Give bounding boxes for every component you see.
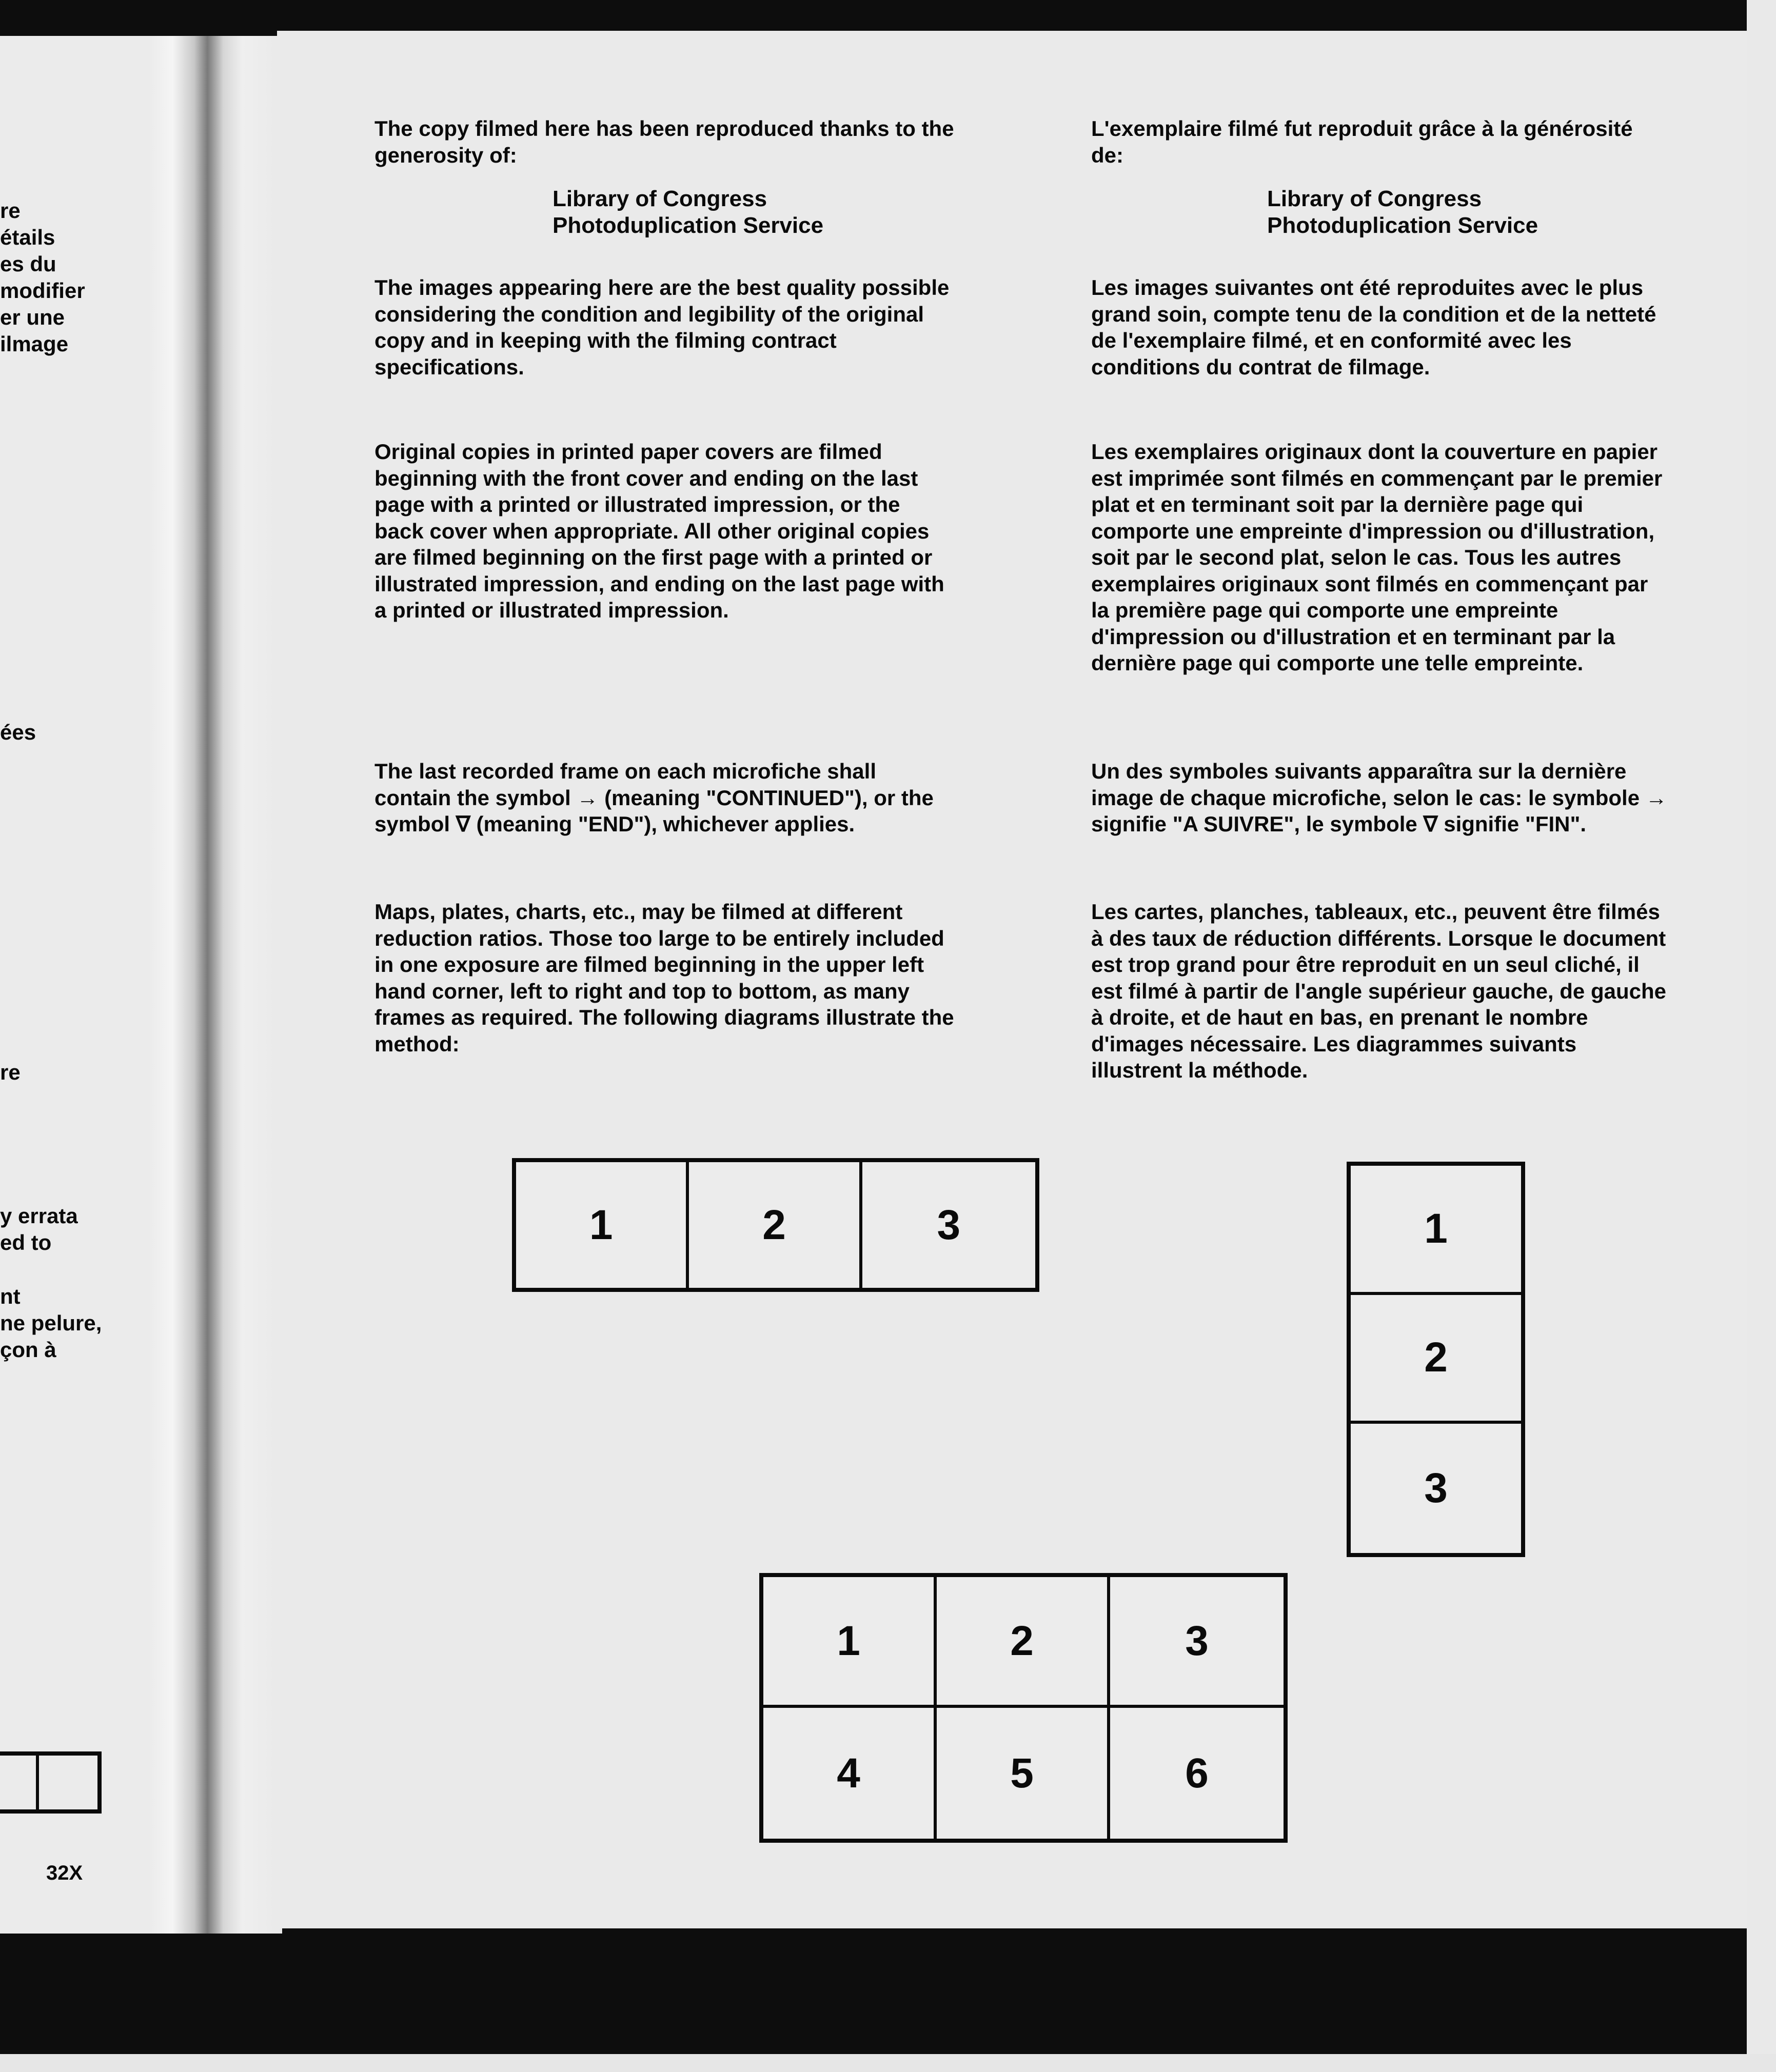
library-credit-fr [1267,186,1538,239]
quality-paragraph-en: The images appearing here are the best quality possible considering the condition and legibility of the original copy and in keeping with the filming contract specifications. [374,275,950,379]
diagram-cell: 1 [516,1162,689,1288]
credit-intro-fr: L'exemplaire filmé fut reproduit grâce à la générosité de: [1091,116,1633,167]
symbols-text-3-fr: signifie "FIN". [1444,812,1587,836]
symbols-paragraph-fr [1091,758,1671,838]
diagram-cell: 3 [1424,1465,1448,1512]
fragment-line: er une [0,305,65,329]
page-curl-shadow [149,36,282,1934]
diagram-cell: 4 [763,1708,937,1839]
symbols-text-1-fr: Un des symboles suivants apparaîtra sur la dernière image de chaque microfiche, selon le cas: le symbole [1091,759,1640,810]
fragment-line: nt [0,1284,21,1308]
diagram-horizontal [512,1158,1039,1292]
english-column [374,115,954,168]
fragment-line: es du [0,252,56,276]
diagram-cell: 2 [1351,1295,1521,1424]
diagram-cell: 5 [937,1708,1110,1839]
fragment-line: ées [0,720,36,744]
fragment-line: étails [0,225,55,249]
french-column [1091,115,1671,168]
diagram-vertical [1347,1162,1525,1557]
fragment-line: y errata [0,1204,78,1228]
fragment-line: re [0,198,21,223]
service-name-en: Photoduplication Service [552,213,824,238]
fragment-line: re [0,1060,21,1084]
reduction-scale-box [0,1751,102,1814]
fragment-line: çon à [0,1338,56,1362]
diagram-grid [759,1573,1288,1843]
diagram-cell: 3 [937,1201,961,1248]
fragment-line: ne pelure, [0,1311,102,1335]
service-name-fr: Photoduplication Service [1267,213,1538,238]
diagram-cell: 6 [1185,1749,1209,1797]
diagram-cell: 3 [1110,1577,1284,1708]
symbols-paragraph-en [374,758,954,838]
symbols-text-2-fr: signifie "A SUIVRE", le symbole [1091,812,1417,836]
covers-paragraph-fr: Les exemplaires originaux dont la couverture en papier est imprimée sont filmés en commençant par le premier plat et en terminant soit par la dernière page qui comporte une empreinte d'impression ou d'illustration, soit par le second plat, selon le cas. Tous les autres exemplaires originaux sont filmés en commençant par la première page qui comporte une empreinte d'impression ou d'illustration et en terminant par la dernière page qui comporte une telle empreinte. [1091,440,1663,675]
diagram-cell: 1 [763,1577,937,1708]
end-triangle-icon: ∇ [1423,812,1438,836]
notice-page [277,31,1747,1928]
library-credit-en [552,186,823,239]
continued-arrow-icon: → [1645,785,1667,810]
covers-paragraph-en: Original copies in printed paper covers are filmed beginning with the front cover and ending on the last page with a printed or illustrated impression, or the back cover when appropriate. All other original copies are filmed beginning on the first page with a printed or illustrated impression, and ending on the last page with a printed or illustrated impression. [374,440,944,622]
symbols-text-3-en: (meaning "END"), whichever applies. [476,812,855,836]
diagram-cell: 2 [689,1162,862,1288]
library-name-en: Library of Congress [552,186,767,211]
diagram-cell: 1 [1351,1166,1521,1295]
right-film-edge [1747,0,1776,2054]
credit-intro-en: The copy filmed here has been reproduced thanks to the generosity of: [374,116,954,167]
library-name-fr: Library of Congress [1267,186,1482,211]
diagram-cell: 2 [937,1577,1110,1708]
bottom-film-edge [0,2054,1776,2072]
fragment-line: modifier [0,278,85,303]
symbols-text-2-en: (meaning "CONTINUED"), or the symbol [374,785,934,836]
fragment-line: ed to [0,1230,52,1254]
fragment-line: ilmage [0,332,69,356]
maps-paragraph-fr: Les cartes, planches, tableaux, etc., peuvent être filmés à des taux de réduction différents. Lorsque le document est trop grand pour être reproduit en un seul cliché, il est filmé à partir de l'angle supérieur gauche, de gauche à droite, et de haut en bas, en prenant le nombre d'images nécessaire. Les diagrammes suivants illustrent la méthode. [1091,900,1666,1082]
previous-page [0,36,174,1934]
maps-paragraph-en: Maps, plates, charts, etc., may be filmed at different reduction ratios. Those too large to be entirely included in one exposure are filmed beginning in the upper left hand corner, left to right and top to bottom, as many frames as required. The following diagrams illustrate the method: [374,900,954,1056]
end-triangle-icon: ∇ [456,812,470,836]
quality-paragraph-fr: Les images suivantes ont été reproduites avec le plus grand soin, compte tenu de la condition et de la netteté de l'exemplaire filmé, et en conformité avec les conditions du contrat de filmage. [1091,275,1656,379]
symbols-text-1-en: The last recorded frame on each microfiche shall contain the symbol [374,759,876,810]
continued-arrow-icon: → [577,785,599,810]
reduction-ratio: 32X [46,1862,83,1884]
